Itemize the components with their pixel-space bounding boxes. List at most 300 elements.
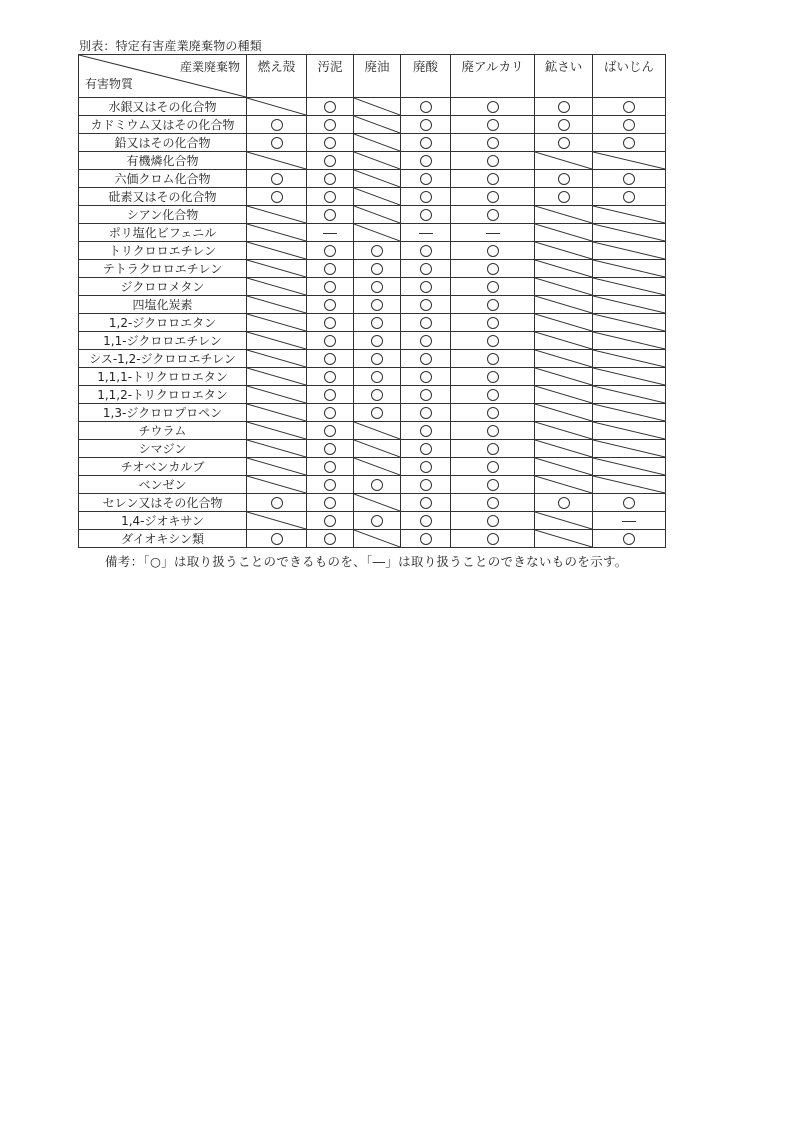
status-cell <box>307 440 354 458</box>
status-cell <box>247 458 307 476</box>
substance-name: 1,4-ジオキサン <box>79 512 247 530</box>
status-cell <box>307 314 354 332</box>
status-cell <box>451 530 535 548</box>
status-cell <box>401 440 451 458</box>
acceptable-mark-icon <box>324 479 336 491</box>
status-cell <box>535 368 593 386</box>
not-applicable-slash-icon <box>535 332 592 349</box>
status-cell <box>535 404 593 422</box>
acceptable-mark-icon <box>487 263 499 275</box>
status-cell <box>451 512 535 530</box>
status-cell <box>535 332 593 350</box>
status-cell <box>401 476 451 494</box>
status-cell <box>593 98 666 116</box>
status-cell <box>247 242 307 260</box>
acceptable-mark-icon <box>420 479 432 491</box>
acceptable-mark-icon <box>324 461 336 473</box>
not-applicable-slash-icon <box>354 116 400 133</box>
status-cell <box>451 422 535 440</box>
status-cell <box>535 494 593 512</box>
table-row <box>79 440 666 458</box>
acceptable-mark-icon <box>420 371 432 383</box>
acceptable-mark-icon <box>558 137 570 149</box>
status-cell <box>307 260 354 278</box>
acceptable-mark-icon <box>371 479 383 491</box>
acceptable-mark-icon <box>420 155 432 167</box>
acceptable-mark-icon <box>487 281 499 293</box>
acceptable-mark-icon <box>420 389 432 401</box>
status-cell <box>593 494 666 512</box>
acceptable-mark-icon <box>324 533 336 545</box>
status-cell <box>593 404 666 422</box>
not-applicable-slash-icon <box>593 386 665 403</box>
status-cell <box>451 134 535 152</box>
not-applicable-slash-icon <box>593 278 665 295</box>
status-cell <box>354 98 401 116</box>
waste-table <box>78 54 666 548</box>
status-cell <box>451 440 535 458</box>
not-applicable-slash-icon <box>354 152 400 169</box>
acceptable-mark-icon <box>558 191 570 203</box>
not-applicable-slash-icon <box>535 386 592 403</box>
status-cell <box>247 350 307 368</box>
not-applicable-slash-icon <box>593 458 665 475</box>
acceptable-mark-icon <box>420 119 432 131</box>
status-cell <box>247 404 307 422</box>
not-applicable-slash-icon <box>354 188 400 205</box>
status-cell <box>307 530 354 548</box>
status-cell <box>307 296 354 314</box>
not-applicable-slash-icon <box>354 494 400 511</box>
status-cell <box>354 512 401 530</box>
status-cell <box>535 170 593 188</box>
acceptable-mark-icon <box>371 281 383 293</box>
table-row <box>79 116 666 134</box>
substance-name: ジクロロメタン <box>79 278 247 296</box>
status-cell <box>535 152 593 170</box>
not-applicable-slash-icon <box>593 350 665 367</box>
acceptable-mark-icon <box>324 335 336 347</box>
not-applicable-slash-icon <box>593 206 665 223</box>
status-cell <box>593 386 666 404</box>
corner-bottom-label: 有害物質 <box>85 77 134 91</box>
status-cell <box>401 260 451 278</box>
substance-name: ベンゼン <box>79 476 247 494</box>
status-cell <box>354 242 401 260</box>
not-applicable-slash-icon <box>247 350 306 367</box>
acceptable-mark-icon <box>420 245 432 257</box>
status-cell <box>247 512 307 530</box>
status-cell <box>247 494 307 512</box>
status-cell <box>451 476 535 494</box>
acceptable-mark-icon <box>324 191 336 203</box>
status-cell <box>247 188 307 206</box>
status-cell <box>593 332 666 350</box>
status-cell <box>401 224 451 242</box>
table-row <box>79 404 666 422</box>
acceptable-mark-icon <box>420 263 432 275</box>
not-applicable-slash-icon <box>247 242 306 259</box>
substance-name: カドミウム又はその化合物 <box>79 116 247 134</box>
status-cell <box>401 188 451 206</box>
not-applicable-slash-icon <box>247 206 306 223</box>
status-cell <box>401 494 451 512</box>
remarks-note: 備考：「○」は取り扱うことのできるものを、「―」は取り扱うことのできないものを示す。 <box>105 554 628 569</box>
status-cell <box>401 332 451 350</box>
not-applicable-slash-icon <box>535 224 592 241</box>
status-cell <box>354 530 401 548</box>
status-cell <box>401 170 451 188</box>
status-cell <box>593 368 666 386</box>
not-applicable-slash-icon <box>593 368 665 385</box>
status-cell <box>593 512 666 530</box>
acceptable-mark-icon <box>324 281 336 293</box>
not-applicable-slash-icon <box>247 404 306 421</box>
status-cell <box>535 512 593 530</box>
not-applicable-slash-icon <box>247 332 306 349</box>
acceptable-mark-icon <box>487 299 499 311</box>
not-acceptable-mark-icon <box>486 233 500 234</box>
acceptable-mark-icon <box>324 443 336 455</box>
status-cell <box>451 296 535 314</box>
not-applicable-slash-icon <box>247 314 306 331</box>
not-applicable-slash-icon <box>535 206 592 223</box>
status-cell <box>307 386 354 404</box>
not-applicable-slash-icon <box>535 422 592 439</box>
status-cell <box>535 530 593 548</box>
acceptable-mark-icon <box>623 137 635 149</box>
not-applicable-slash-icon <box>535 530 592 547</box>
status-cell <box>451 386 535 404</box>
status-cell <box>593 314 666 332</box>
status-cell <box>307 422 354 440</box>
status-cell <box>354 314 401 332</box>
acceptable-mark-icon <box>271 533 283 545</box>
acceptable-mark-icon <box>420 137 432 149</box>
acceptable-mark-icon <box>324 155 336 167</box>
acceptable-mark-icon <box>324 209 336 221</box>
status-cell <box>307 242 354 260</box>
status-cell <box>354 260 401 278</box>
status-cell <box>247 134 307 152</box>
substance-name: 水銀又はその化合物 <box>79 98 247 116</box>
status-cell <box>535 134 593 152</box>
status-cell <box>247 98 307 116</box>
status-cell <box>451 278 535 296</box>
status-cell <box>593 116 666 134</box>
not-applicable-slash-icon <box>535 440 592 457</box>
acceptable-mark-icon <box>487 137 499 149</box>
acceptable-mark-icon <box>324 353 336 365</box>
acceptable-mark-icon <box>558 119 570 131</box>
status-cell <box>535 98 593 116</box>
substance-name: ポリ塩化ビフェニル <box>79 224 247 242</box>
not-applicable-slash-icon <box>354 458 400 475</box>
status-cell <box>247 386 307 404</box>
substance-name: 砒素又はその化合物 <box>79 188 247 206</box>
acceptable-mark-icon <box>623 497 635 509</box>
acceptable-mark-icon <box>371 389 383 401</box>
acceptable-mark-icon <box>487 515 499 527</box>
status-cell <box>307 134 354 152</box>
acceptable-mark-icon <box>420 299 432 311</box>
not-applicable-slash-icon <box>247 458 306 475</box>
acceptable-mark-icon <box>420 425 432 437</box>
status-cell <box>401 422 451 440</box>
corner-header <box>79 55 247 98</box>
table-row <box>79 260 666 278</box>
status-cell <box>307 224 354 242</box>
status-cell <box>307 332 354 350</box>
acceptable-mark-icon <box>487 461 499 473</box>
status-cell <box>535 188 593 206</box>
status-cell <box>593 296 666 314</box>
status-cell <box>247 170 307 188</box>
status-cell <box>247 206 307 224</box>
table-row <box>79 296 666 314</box>
substance-name: 四塩化炭素 <box>79 296 247 314</box>
not-applicable-slash-icon <box>593 476 665 493</box>
not-applicable-slash-icon <box>535 242 592 259</box>
acceptable-mark-icon <box>420 191 432 203</box>
status-cell <box>451 368 535 386</box>
acceptable-mark-icon <box>420 317 432 329</box>
not-applicable-slash-icon <box>354 440 400 457</box>
not-applicable-slash-icon <box>593 152 665 169</box>
acceptable-mark-icon <box>487 533 499 545</box>
not-applicable-slash-icon <box>247 224 306 241</box>
substance-name: シス-1,2-ジクロロエチレン <box>79 350 247 368</box>
not-applicable-slash-icon <box>247 422 306 439</box>
not-acceptable-mark-icon <box>622 521 636 522</box>
table-row <box>79 98 666 116</box>
status-cell <box>535 314 593 332</box>
not-applicable-slash-icon <box>354 170 400 187</box>
table-row <box>79 278 666 296</box>
table-caption: 別表：特定有害産業廃棄物の種類 <box>79 39 263 53</box>
acceptable-mark-icon <box>420 101 432 113</box>
acceptable-mark-icon <box>487 497 499 509</box>
substance-name: 有機燐化合物 <box>79 152 247 170</box>
table-body <box>79 98 666 548</box>
status-cell <box>401 314 451 332</box>
acceptable-mark-icon <box>487 209 499 221</box>
not-applicable-slash-icon <box>247 278 306 295</box>
status-cell <box>307 458 354 476</box>
acceptable-mark-icon <box>271 173 283 185</box>
not-applicable-slash-icon <box>535 296 592 313</box>
not-applicable-slash-icon <box>247 368 306 385</box>
acceptable-mark-icon <box>420 281 432 293</box>
status-cell <box>247 530 307 548</box>
status-cell <box>307 206 354 224</box>
status-cell <box>307 494 354 512</box>
header-row <box>79 55 666 98</box>
not-applicable-slash-icon <box>593 242 665 259</box>
acceptable-mark-icon <box>623 173 635 185</box>
substance-name: 六価クロム化合物 <box>79 170 247 188</box>
acceptable-mark-icon <box>487 173 499 185</box>
status-cell <box>451 98 535 116</box>
acceptable-mark-icon <box>271 137 283 149</box>
status-cell <box>401 350 451 368</box>
acceptable-mark-icon <box>371 353 383 365</box>
status-cell <box>247 116 307 134</box>
acceptable-mark-icon <box>324 173 336 185</box>
status-cell <box>451 332 535 350</box>
acceptable-mark-icon <box>324 407 336 419</box>
status-cell <box>354 224 401 242</box>
status-cell <box>307 116 354 134</box>
status-cell <box>354 278 401 296</box>
status-cell <box>593 134 666 152</box>
acceptable-mark-icon <box>487 317 499 329</box>
table-row <box>79 422 666 440</box>
status-cell <box>307 512 354 530</box>
substance-name: 1,1-ジクロロエチレン <box>79 332 247 350</box>
status-cell <box>451 152 535 170</box>
acceptable-mark-icon <box>420 461 432 473</box>
status-cell <box>354 134 401 152</box>
column-header: 廃アルカリ <box>451 55 535 98</box>
acceptable-mark-icon <box>324 389 336 401</box>
status-cell <box>593 206 666 224</box>
status-cell <box>451 116 535 134</box>
status-cell <box>354 152 401 170</box>
not-applicable-slash-icon <box>247 476 306 493</box>
not-applicable-slash-icon <box>535 278 592 295</box>
substance-name: テトラクロロエチレン <box>79 260 247 278</box>
acceptable-mark-icon <box>487 155 499 167</box>
acceptable-mark-icon <box>271 191 283 203</box>
status-cell <box>451 170 535 188</box>
acceptable-mark-icon <box>623 119 635 131</box>
acceptable-mark-icon <box>420 353 432 365</box>
acceptable-mark-icon <box>623 533 635 545</box>
status-cell <box>593 188 666 206</box>
not-applicable-slash-icon <box>593 440 665 457</box>
acceptable-mark-icon <box>623 101 635 113</box>
not-applicable-slash-icon <box>247 152 306 169</box>
status-cell <box>401 296 451 314</box>
not-applicable-slash-icon <box>535 314 592 331</box>
status-cell <box>451 224 535 242</box>
not-applicable-slash-icon <box>593 296 665 313</box>
not-acceptable-mark-icon <box>323 233 337 234</box>
acceptable-mark-icon <box>324 497 336 509</box>
table-row <box>79 512 666 530</box>
acceptable-mark-icon <box>324 137 336 149</box>
acceptable-mark-icon <box>420 209 432 221</box>
status-cell <box>354 440 401 458</box>
acceptable-mark-icon <box>371 317 383 329</box>
acceptable-mark-icon <box>324 425 336 437</box>
corner-top-label: 産業廃棄物 <box>179 60 240 74</box>
acceptable-mark-icon <box>487 245 499 257</box>
substance-name: 鉛又はその化合物 <box>79 134 247 152</box>
status-cell <box>401 530 451 548</box>
not-applicable-slash-icon <box>593 404 665 421</box>
status-cell <box>401 242 451 260</box>
status-cell <box>354 332 401 350</box>
not-applicable-slash-icon <box>247 512 306 529</box>
status-cell <box>247 332 307 350</box>
not-applicable-slash-icon <box>535 152 592 169</box>
substance-name: セレン又はその化合物 <box>79 494 247 512</box>
not-applicable-slash-icon <box>535 512 592 529</box>
status-cell <box>401 404 451 422</box>
table-row <box>79 134 666 152</box>
status-cell <box>451 350 535 368</box>
acceptable-mark-icon <box>271 119 283 131</box>
not-applicable-slash-icon <box>593 332 665 349</box>
status-cell <box>307 188 354 206</box>
status-cell <box>354 386 401 404</box>
status-cell <box>535 476 593 494</box>
status-cell <box>354 368 401 386</box>
acceptable-mark-icon <box>420 497 432 509</box>
substance-name: シマジン <box>79 440 247 458</box>
status-cell <box>354 404 401 422</box>
acceptable-mark-icon <box>371 515 383 527</box>
acceptable-mark-icon <box>324 515 336 527</box>
status-cell <box>307 98 354 116</box>
acceptable-mark-icon <box>487 371 499 383</box>
column-header: 廃酸 <box>401 55 451 98</box>
table-row <box>79 332 666 350</box>
substance-name: チオベンカルブ <box>79 458 247 476</box>
status-cell <box>535 116 593 134</box>
acceptable-mark-icon <box>324 299 336 311</box>
not-acceptable-mark-icon <box>419 233 433 234</box>
status-cell <box>451 188 535 206</box>
acceptable-mark-icon <box>371 299 383 311</box>
not-applicable-slash-icon <box>247 386 306 403</box>
acceptable-mark-icon <box>420 335 432 347</box>
table-row <box>79 494 666 512</box>
acceptable-mark-icon <box>487 443 499 455</box>
not-applicable-slash-icon <box>593 224 665 241</box>
not-applicable-slash-icon <box>593 314 665 331</box>
acceptable-mark-icon <box>487 389 499 401</box>
not-applicable-slash-icon <box>247 440 306 457</box>
status-cell <box>247 422 307 440</box>
status-cell <box>535 242 593 260</box>
status-cell <box>247 296 307 314</box>
status-cell <box>247 476 307 494</box>
table-row <box>79 530 666 548</box>
status-cell <box>451 458 535 476</box>
status-cell <box>401 278 451 296</box>
status-cell <box>307 152 354 170</box>
not-applicable-slash-icon <box>354 134 400 151</box>
acceptable-mark-icon <box>558 173 570 185</box>
status-cell <box>401 206 451 224</box>
substance-name: 1,2-ジクロロエタン <box>79 314 247 332</box>
not-applicable-slash-icon <box>354 206 400 223</box>
acceptable-mark-icon <box>487 407 499 419</box>
status-cell <box>593 170 666 188</box>
table-row <box>79 314 666 332</box>
status-cell <box>451 206 535 224</box>
not-applicable-slash-icon <box>354 422 400 439</box>
status-cell <box>307 350 354 368</box>
substance-name: トリクロロエチレン <box>79 242 247 260</box>
substance-name: ダイオキシン類 <box>79 530 247 548</box>
not-applicable-slash-icon <box>354 98 400 115</box>
status-cell <box>247 440 307 458</box>
status-cell <box>401 512 451 530</box>
